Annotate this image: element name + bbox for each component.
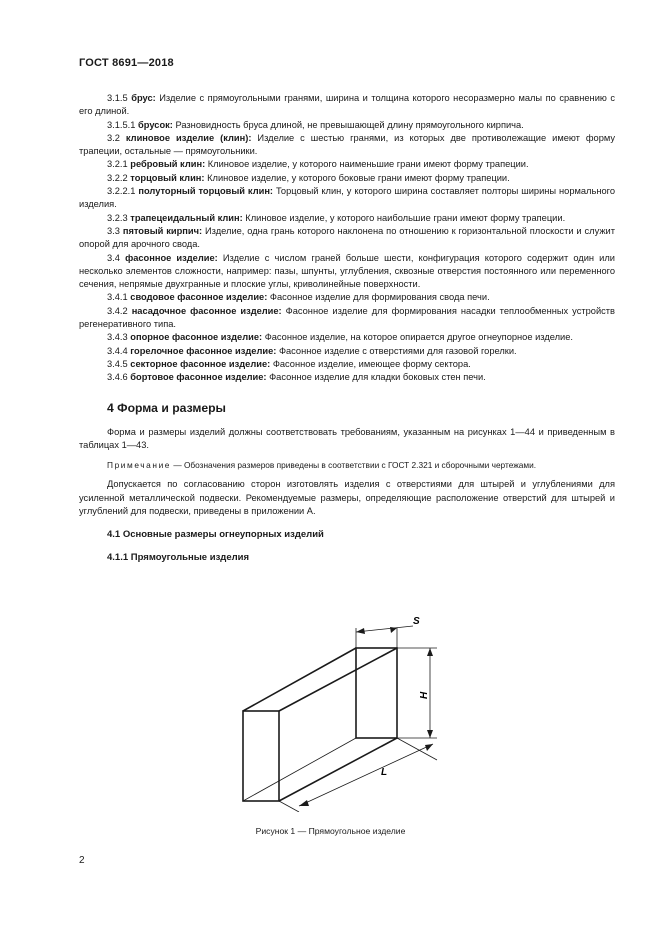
front-face [243,711,279,801]
term-name: ребровый клин: [130,159,206,170]
term-definition [79,252,615,292]
term-definition [79,331,615,344]
term-text: Разновидность бруса длиной, не превышающей длину прямоугольного кирпича. [172,119,524,130]
term-name: бортовое фасонное изделие: [130,372,267,383]
dimension-label-h: H [419,691,430,699]
term-definition [79,291,615,304]
term-number: 3.2.1 [107,159,128,170]
term-name: торцовый клин: [130,172,205,183]
term-text: Торцовый клин, у которого ширина составляет полторы ширины нормального изделия. [79,186,615,210]
figure-caption: Рисунок 1 — Прямоугольное изделие [255,826,406,836]
term-name: брусок: [138,119,173,130]
term-text: Изделие с числом граней больше шести, конфигурация которого содержит один или несколько элементов сложности, например: пазы, шпунты, углубления, сквозные отверстия постоянного или переменного сечения, непрямые двухгранные и плоские углы, криволинейные поверхности. [79,252,615,290]
term-text: Фасонное изделие с отверстиями для газовой горелки. [276,345,517,356]
term-number: 3.4.2 [107,305,128,316]
term-name: трапецеидальный клин: [130,212,243,223]
term-text: Фасонное изделие для формирования насадки теплообменных устройств регенеративного типа. [79,305,615,330]
term-name: горелочное фасонное изделие: [130,345,277,356]
term-text: Изделие, одна грань которого наклонена по отношению к горизонтальной плоскости и служит опорой для арочного свода. [79,225,615,250]
term-text: Клиновое изделие, у которого наибольшие грани имеют форму трапеции. [242,212,566,223]
term-text: Изделие с шестью гранями, из которых две противолежащие имеют форму трапеции, остальные — прямоугольники. [79,132,616,157]
term-name: секторное фасонное изделие: [130,358,271,369]
note-label: Примечание [107,460,172,471]
term-text: Фасонное изделие, на которое опирается другое огнеупорное изделие. [262,332,574,343]
term-text: Клиновое изделие, у которого боковые грани имеют форму трапеции. [204,172,510,183]
term-definition [79,185,615,212]
term-number: 3.4 [107,252,120,263]
term-name: фасонное изделие: [125,252,218,263]
term-text: Изделие с прямоугольными гранями, ширина и толщина которого несоразмерно малы по сравнению с его длиной. [79,93,616,117]
term-number: 3.4.6 [107,372,128,383]
term-name: опорное фасонное изделие: [130,332,263,343]
term-name: брус: [131,93,156,103]
section-title: 4 Форма и размеры [107,400,226,415]
dimension-label-s: S [413,616,420,627]
term-definition [79,172,615,185]
term-name: пятовый кирпич: [122,225,203,236]
term-definition [79,92,615,119]
term-definition [79,132,615,159]
section-paragraph: Допускается по согласованию сторон изготовлять изделия с отверстиями для штырей и углублениями для усиленной металлической подвески. Рекомендуемые размеры, определяющие расположение отверстий для штырей и углублений для подвески, приведены в приложении А. [79,479,615,517]
term-definition [79,158,615,171]
document-body [79,92,615,564]
subsection-heading: 4.1 Основные размеры огнеупорных изделий [107,529,324,541]
term-definition [79,212,615,225]
term-definition [79,225,615,252]
term-number: 3.2.3 [107,212,128,223]
term-text: Фасонное изделие, имеющее форму сектора. [270,358,471,369]
term-text: Фасонное изделие для формирования свода печи. [267,292,490,303]
note-text: — Обозначения размеров приведены в соответствии с ГОСТ 2.321 и сборочными чертежами. [171,460,537,471]
document-header: ГОСТ 8691—2018 [79,57,174,69]
term-number: 3.4.1 [107,292,128,303]
term-number: 3.2.2 [107,172,128,183]
term-number: 3.4.5 [107,358,128,369]
term-definition [79,358,615,371]
right-face [356,648,397,738]
term-name: насадочное фасонное изделие: [131,305,282,316]
term-number: 3.1.5 [107,93,128,103]
term-number: 3.1.5.1 [107,119,136,130]
term-number: 3.4.4 [107,345,128,356]
term-text: Клиновое изделие, у которого наименьшие грани имеют форму трапеции. [205,159,529,170]
term-definition [79,305,615,332]
term-definition [79,345,615,358]
subsection-heading: 4.1.1 Прямоугольные изделия [107,551,250,563]
rectangular-brick-drawing [230,612,450,812]
page-number: 2 [79,855,85,866]
term-definition [79,119,615,132]
note [79,459,615,471]
term-text: Фасонное изделие для кладки боковых стен печи. [266,372,486,383]
section-paragraph: Форма и размеры изделий должны соответствовать требованиям, указанным на рисунках 1—44 и приведенным в таблицах 1—43. [79,426,615,451]
term-number: 3.2.2.1 [107,186,136,197]
term-number: 3.4.3 [107,332,128,343]
terms-list [79,92,615,385]
term-definition [79,371,615,384]
term-name: клиновое изделие (клин): [125,132,252,143]
term-number: 3.3 [107,225,120,236]
dimension-label-l: L [381,767,388,778]
term-name: полуторный торцовый клин: [138,186,274,197]
term-number: 3.2 [107,132,120,143]
term-name: сводовое фасонное изделие: [130,292,268,303]
